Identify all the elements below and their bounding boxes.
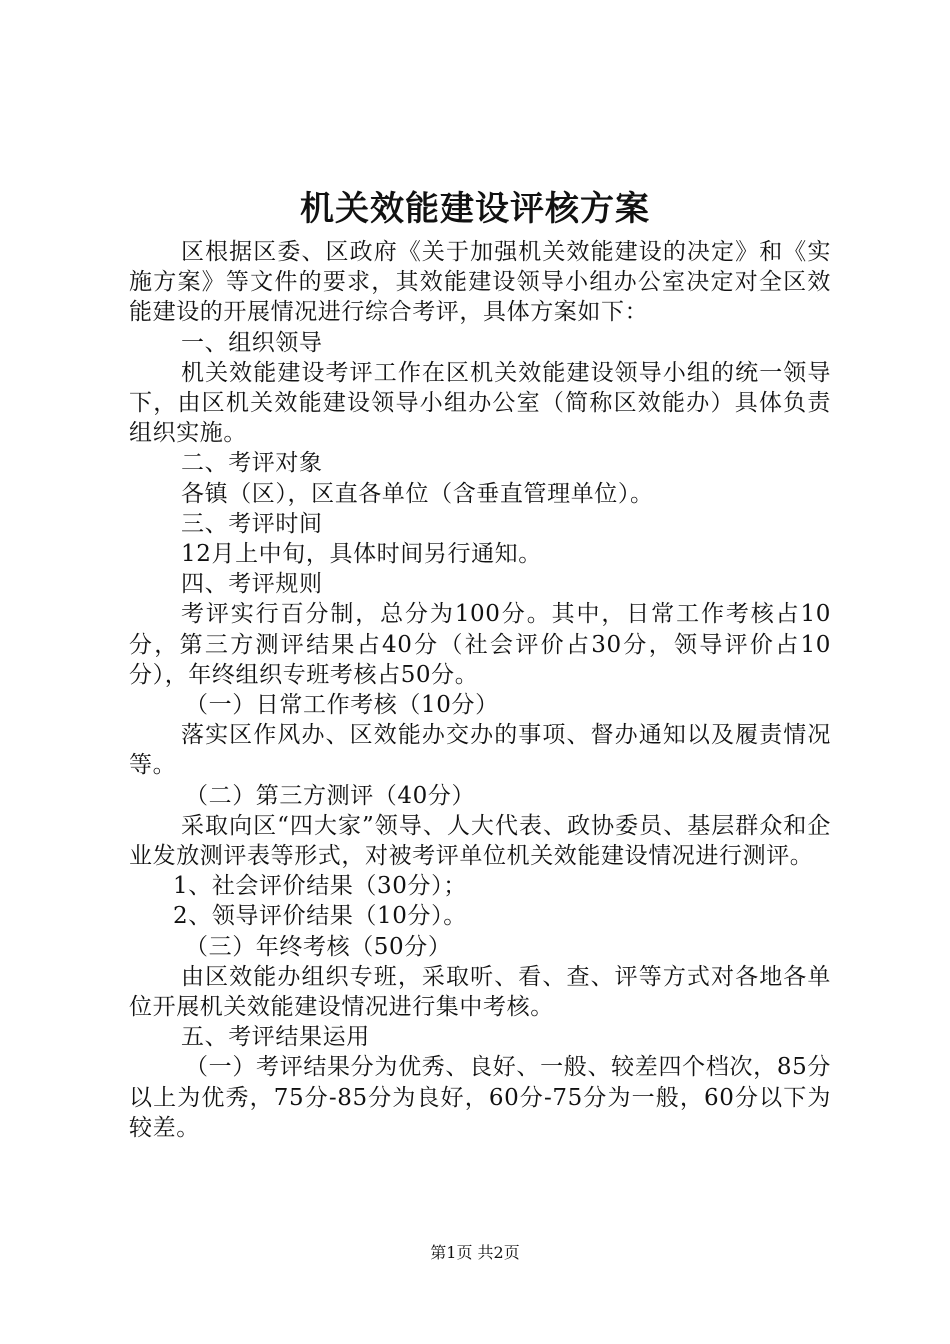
page-number-footer: 第1页 共2页 xyxy=(430,1243,520,1262)
body-paragraph: 12月上中旬，具体时间另行通知。 xyxy=(181,541,542,568)
section-heading: 二、考评对象 xyxy=(181,450,323,477)
subsection-heading: （一）日常工作考核（10分） xyxy=(185,692,499,719)
body-paragraph: 采取向区“四大家”领导、人大代表、政协委员、基层群众和企业发放测评表等形式，对被考评单位机关效能建设情况进行测评。 xyxy=(129,812,831,870)
document-title: 机关效能建设评核方案 xyxy=(300,189,650,229)
body-paragraph: 各镇（区），区直各单位（含垂直管理单位）。 xyxy=(181,480,654,507)
body-paragraph: 落实区作风办、区效能办交办的事项、督办通知以及履责情况等。 xyxy=(129,722,831,779)
section-heading: 四、考评规则 xyxy=(181,571,323,598)
document-body xyxy=(129,237,831,1143)
body-paragraph: 机关效能建设考评工作在区机关效能建设领导小组的统一领导下，由区机关效能建设领导小组办公室（简称区效能办）具体负责组织实施。 xyxy=(129,359,831,447)
subsection-heading: （二）第三方测评（40分） xyxy=(185,782,476,809)
intro-paragraph: 区根据区委、区政府《关于加强机关效能建设的决定》和《实施方案》等文件的要求，其效能建设领导小组办公室决定对全区效能建设的开展情况进行综合考评，具体方案如下： xyxy=(129,239,831,326)
list-item: 2、领导评价结果（10分）。 xyxy=(173,903,467,930)
body-paragraph: （一）考评结果分为优秀、良好、一般、较差四个档次，85分以上为优秀，75分-85分为良好，60分-75分为一般，60分以下为较差。 xyxy=(129,1054,831,1141)
list-item: 1、社会评价结果（30分）； xyxy=(173,873,467,900)
section-heading: 一、组织领导 xyxy=(181,329,323,356)
subsection-heading: （三）年终考核（50分） xyxy=(185,933,452,960)
body-paragraph: 由区效能办组织专班，采取听、看、查、评等方式对各地各单位开展机关效能建设情况进行集中考核。 xyxy=(129,963,831,1021)
body-paragraph: 考评实行百分制，总分为100分。其中，日常工作考核占10分，第三方测评结果占40分（社会评价占30分，领导评价占10分），年终组织专班考核占50分。 xyxy=(129,601,831,688)
section-heading: 三、考评时间 xyxy=(181,510,323,537)
section-heading: 五、考评结果运用 xyxy=(181,1024,370,1051)
